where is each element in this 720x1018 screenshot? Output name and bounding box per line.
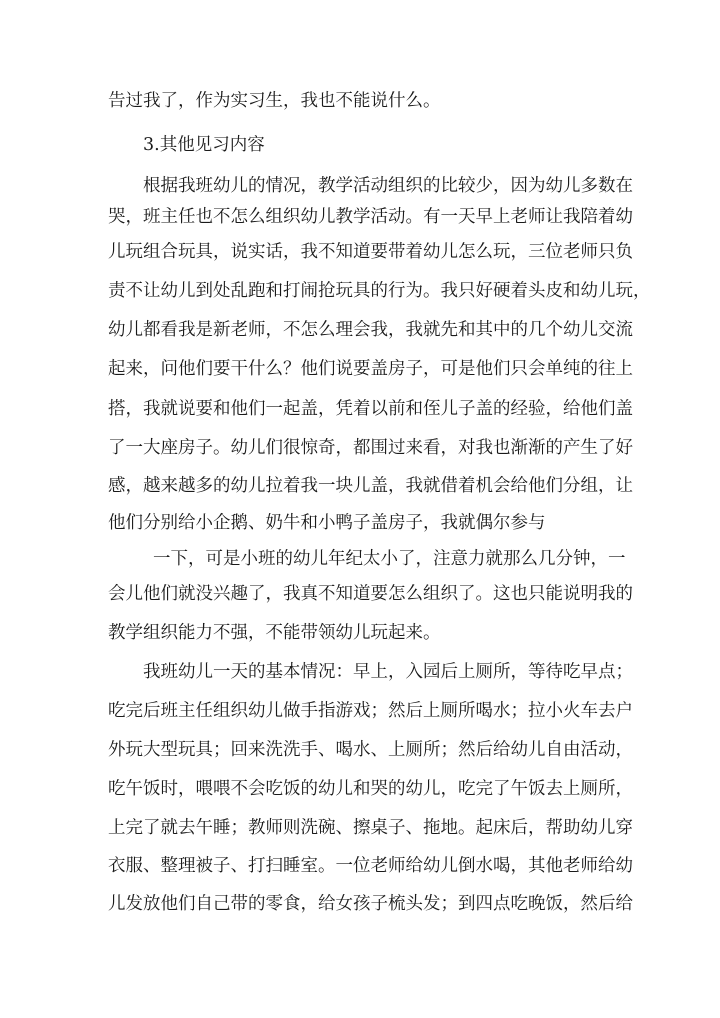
text-line: 衣服、整理被子、打扫睡室。一位老师给幼儿倒水喝，其他老师给幼 [108, 856, 633, 876]
text-line: 根据我班幼儿的情况，教学活动组织的比较少，因为幼儿多数在 [143, 176, 633, 196]
text-line: 儿玩组合玩具，说实话，我不知道要带着幼儿怎么玩，三位老师只负 [108, 242, 633, 262]
text-line: 儿发放他们自己带的零食，给女孩子梳头发；到四点吃晚饭，然后给 [108, 894, 633, 914]
text-line: 了一大座房子。幼儿们很惊奇，都围过来看，对我也渐渐的产生了好 [108, 438, 633, 458]
section-heading: 3.其他见习内容 [143, 135, 265, 155]
text-line: 责不让幼儿到处乱跑和打闹抢玩具的行为。我只好硬着头皮和幼儿玩， [108, 281, 651, 301]
text-line: 会儿他们就没兴趣了，我真不知道要怎么组织了。这也只能说明我的 [108, 584, 633, 604]
text-line: 搭，我就说要和他们一起盖，凭着以前和侄儿子盖的经验，给他们盖 [108, 399, 633, 419]
text-line: 吃完后班主任组织幼儿做手指游戏；然后上厕所喝水；拉小火车去户 [108, 701, 633, 721]
text-line: 教学组织能力不强，不能带领幼儿玩起来。 [108, 623, 441, 643]
text-line: 我班幼儿一天的基本情况：早上，入园后上厕所，等待吃早点； [143, 662, 633, 682]
text-line: 告过我了，作为实习生，我也不能说什么。 [108, 91, 441, 111]
text-line: 感，越来越多的幼儿拉着我一块儿盖，我就借着机会给他们分组，让 [108, 476, 633, 496]
text-line: 起来，问他们要干什么？他们说要盖房子，可是他们只会单纯的往上 [108, 359, 633, 379]
text-line: 吃午饭时，喂喂不会吃饭的幼儿和哭的幼儿，吃完了午饭去上厕所， [108, 779, 633, 799]
text-line: 幼儿都看我是新老师，不怎么理会我，我就先和其中的几个幼儿交流 [108, 320, 633, 340]
text-line: 一下，可是小班的幼儿年纪太小了，注意力就那么几分钟，一 [153, 549, 626, 569]
text-line: 上完了就去午睡；教师则洗碗、擦桌子、拖地。起床后，帮助幼儿穿 [108, 818, 633, 838]
text-line: 哭，班主任也不怎么组织幼儿教学活动。有一天早上老师让我陪着幼 [108, 207, 633, 227]
text-line: 他们分别给小企鹅、奶牛和小鸭子盖房子，我就偶尔参与 [108, 513, 546, 533]
text-line: 外玩大型玩具；回来洗洗手、喝水、上厕所；然后给幼儿自由活动， [108, 740, 633, 760]
